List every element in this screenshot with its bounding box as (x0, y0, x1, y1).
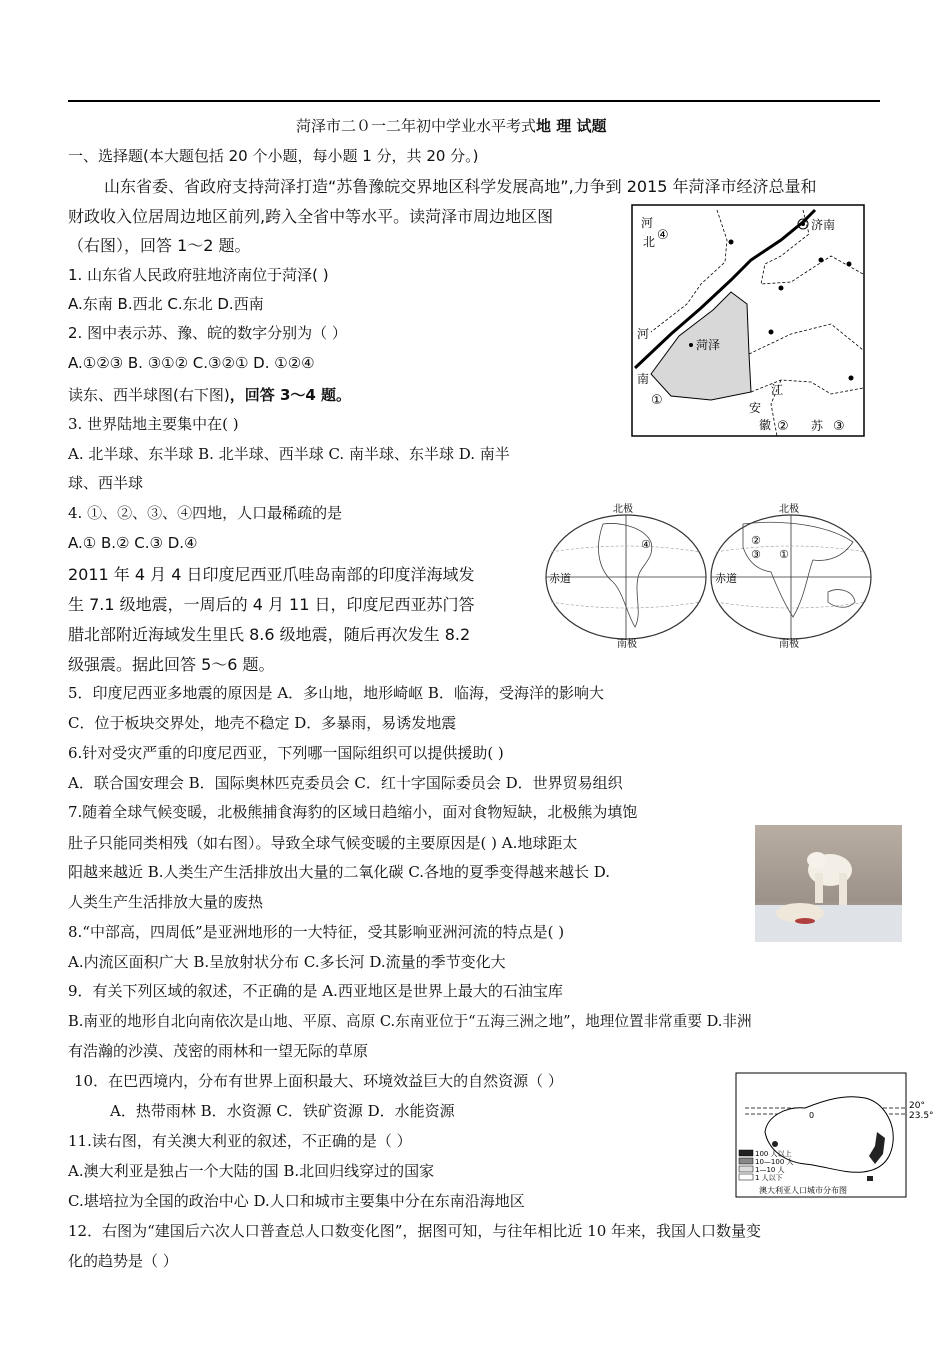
aus-legend-4: 1 人以下 (755, 1174, 783, 1182)
q7-line-4: 人类生产生活排放大量的废热 (68, 893, 264, 911)
page-title (296, 116, 606, 136)
q2-options: A.①②③ B. ③①② C.③②① D. ①②④ (68, 354, 315, 372)
q7-line-3: 阳越来越近 B.人类生产生活排放出大量的二氧化碳 C.各地的夏季变得越来越长 D. (68, 863, 611, 881)
aus-label-zero: 0 (809, 1111, 815, 1120)
top-rule (68, 100, 880, 102)
hemi-label-equator-east: 赤道 (715, 572, 737, 585)
hemisphere-intro-bold: ，回答 3～4 题。 (229, 386, 352, 404)
q4-options: A.① B.② C.③ D.④ (68, 534, 198, 552)
q3-options-line1: A. 北半球、东半球 B. 北半球、西半球 C. 南半球、东半球 D. 南半 (68, 445, 510, 463)
q12-line-1: 12．右图为“建国后六次人口普查总人口数变化图”，据图可知，与往年相比近 10 年来，我国人口数量变 (68, 1222, 762, 1240)
map-label-anhui-1: 安 (749, 401, 762, 415)
hemi-label-north-pole-west: 北极 (613, 504, 633, 515)
map-label-anhui-2: 徽 (759, 418, 772, 432)
map-label-num-1: ① (651, 393, 663, 408)
hemisphere-intro-prefix: 读东、西半球图(右下图) (68, 386, 230, 404)
q2-stem: 2. 图中表示苏、豫、皖的数字分别为（ ） (68, 324, 347, 342)
polar-bear-photo (755, 825, 902, 942)
q7-line-1: 7.随着全球气候变暖，北极熊捕食海豹的区域日趋缩小，面对食物短缺，北极熊为填饱 (68, 803, 638, 821)
map-label-su: 苏 (811, 419, 824, 433)
q3-options-line2: 球、西半球 (68, 474, 144, 492)
q3-stem: 3. 世界陆地主要集中在( ) (68, 415, 239, 433)
q5-line-2: C．位于板块交界处，地壳不稳定 D．多暴雨，易诱发地震 (68, 714, 457, 732)
hemisphere-intro (68, 385, 351, 405)
q10-line-2: A．热带雨林 B．水资源 C．铁矿资源 D．水能资源 (110, 1102, 455, 1120)
hemi-point-3: ③ (751, 548, 761, 561)
q9-line-1: 9．有关下列区域的叙述，不正确的是 A.西亚地区是世界上最大的石油宝库 (68, 982, 563, 1000)
hemi-label-north-pole-east: 北极 (779, 504, 799, 515)
q4-stem: 4. ①、②、③、④四地，人口最稀疏的是 (68, 504, 343, 522)
title-prefix: 菏泽市二０一二年初中学业水平考式 (296, 117, 537, 135)
hemi-point-1: ① (779, 548, 789, 561)
hemi-point-4: ④ (641, 538, 651, 551)
aus-legend-2: 10—100 人 (755, 1158, 794, 1166)
map-label-hebei-1: 河 (641, 216, 654, 230)
title-bold: 地 理 试题 (536, 117, 607, 135)
map-label-jiang: 江 (771, 383, 784, 397)
hemispheres-map (543, 502, 875, 650)
q11-line-3: C.堪培拉为全国的政治中心 D.人口和城市主要集中分在东南沿海地区 (68, 1192, 525, 1210)
section-heading: 一、选择题(本大题包括 20 个小题，每小题 1 分，共 20 分。) (68, 147, 479, 165)
map-label-num-4: ④ (657, 228, 669, 243)
map-label-num-3: ③ (833, 419, 845, 434)
map-label-heze: 菏泽 (696, 338, 721, 352)
map-label-jinan: 济南 (811, 218, 836, 232)
quake-intro-line-1: 2011 年 4 月 4 日印度尼西亚爪哇岛南部的印度洋海域发 (68, 565, 475, 584)
heze-region-map (631, 204, 865, 437)
hemi-label-south-pole-east: 南极 (779, 639, 799, 650)
q10-line-1: 10．在巴西境内，分布有世界上面积最大、环境效益巨大的自然资源（ ） (74, 1072, 563, 1090)
quake-intro-line-3: 腊北部附近海域发生里氏 8.6 级地震，随后再次发生 8.2 (68, 625, 471, 644)
quake-intro-line-2: 生 7.1 级地震，一周后的 4 月 11 日，印度尼西亚苏门答 (68, 595, 475, 614)
q11-line-1: 11.读右图，有关澳大利亚的叙述，不正确的是（ ） (68, 1132, 412, 1150)
intro-line-2: 财政收入位居周边地区前列,跨入全省中等水平。读菏泽市周边地区图 (68, 207, 554, 226)
map-label-num-2: ② (777, 419, 789, 434)
intro-line-3: （右图），回答 1～2 题。 (68, 236, 251, 255)
q12-line-2: 化的趋势是（ ） (68, 1252, 178, 1270)
hemi-label-equator-west: 赤道 (549, 572, 571, 585)
aus-map-caption: 澳大利亚人口城市分布图 (759, 1186, 847, 1195)
hemi-label-south-pole-west: 南极 (617, 639, 637, 650)
aus-label-lat-20: 20° (909, 1101, 925, 1111)
aus-label-lat-23-5: 23.5° (909, 1111, 934, 1121)
aus-legend-1: 100 人以上 (755, 1150, 792, 1158)
q1-options: A.东南 B.西北 C.东北 D.西南 (68, 295, 264, 313)
australia-population-map (735, 1072, 935, 1200)
q1-stem: 1. 山东省人民政府驻地济南位于菏泽( ) (68, 266, 329, 284)
map-label-henan-2: 南 (637, 372, 650, 386)
q5-line-1: 5．印度尼西亚多地震的原因是 A．多山地，地形崎岖 B．临海，受海洋的影响大 (68, 684, 604, 702)
intro-line-1: 山东省委、省政府支持菏泽打造“苏鲁豫皖交界地区科学发展高地”,力争到 2015 年菏泽市经济总量和 (104, 177, 817, 196)
q11-line-2: A.澳大利亚是独占一个大陆的国 B.北回归线穿过的国家 (68, 1162, 435, 1180)
q8-line-1: 8.“中部高，四周低”是亚洲地形的一大特征，受其影响亚洲河流的特点是( ) (68, 923, 565, 941)
q7-line-2: 肚子只能同类相残（如右图）。导致全球气候变暖的主要原因是( ) A.地球距太 (68, 834, 578, 852)
hemi-point-2: ② (751, 534, 761, 547)
q6-line-2: A．联合国安理会 B．国际奥林匹克委员会 C．红十字国际委员会 D．世界贸易组织 (68, 774, 623, 792)
map-label-hebei-2: 北 (643, 235, 656, 249)
q9-line-3: 有浩瀚的沙漠、茂密的雨林和一望无际的草原 (68, 1042, 369, 1060)
quake-intro-line-4: 级强震。据此回答 5～6 题。 (68, 655, 275, 674)
q8-line-2: A.内流区面积广大 B.呈放射状分布 C.多长河 D.流量的季节变化大 (68, 953, 506, 971)
aus-legend-3: 1—10 人 (755, 1166, 785, 1174)
q6-line-1: 6.针对受灾严重的印度尼西亚，下列哪一国际组织可以提供援助( ) (68, 744, 504, 762)
map-label-henan-1: 河 (637, 327, 650, 341)
q9-line-2: B.南亚的地形自北向南依次是山地、平原、高原 C.东南亚位于“五海三洲之地”，地理位置非常重要 D.非洲 (68, 1013, 752, 1030)
